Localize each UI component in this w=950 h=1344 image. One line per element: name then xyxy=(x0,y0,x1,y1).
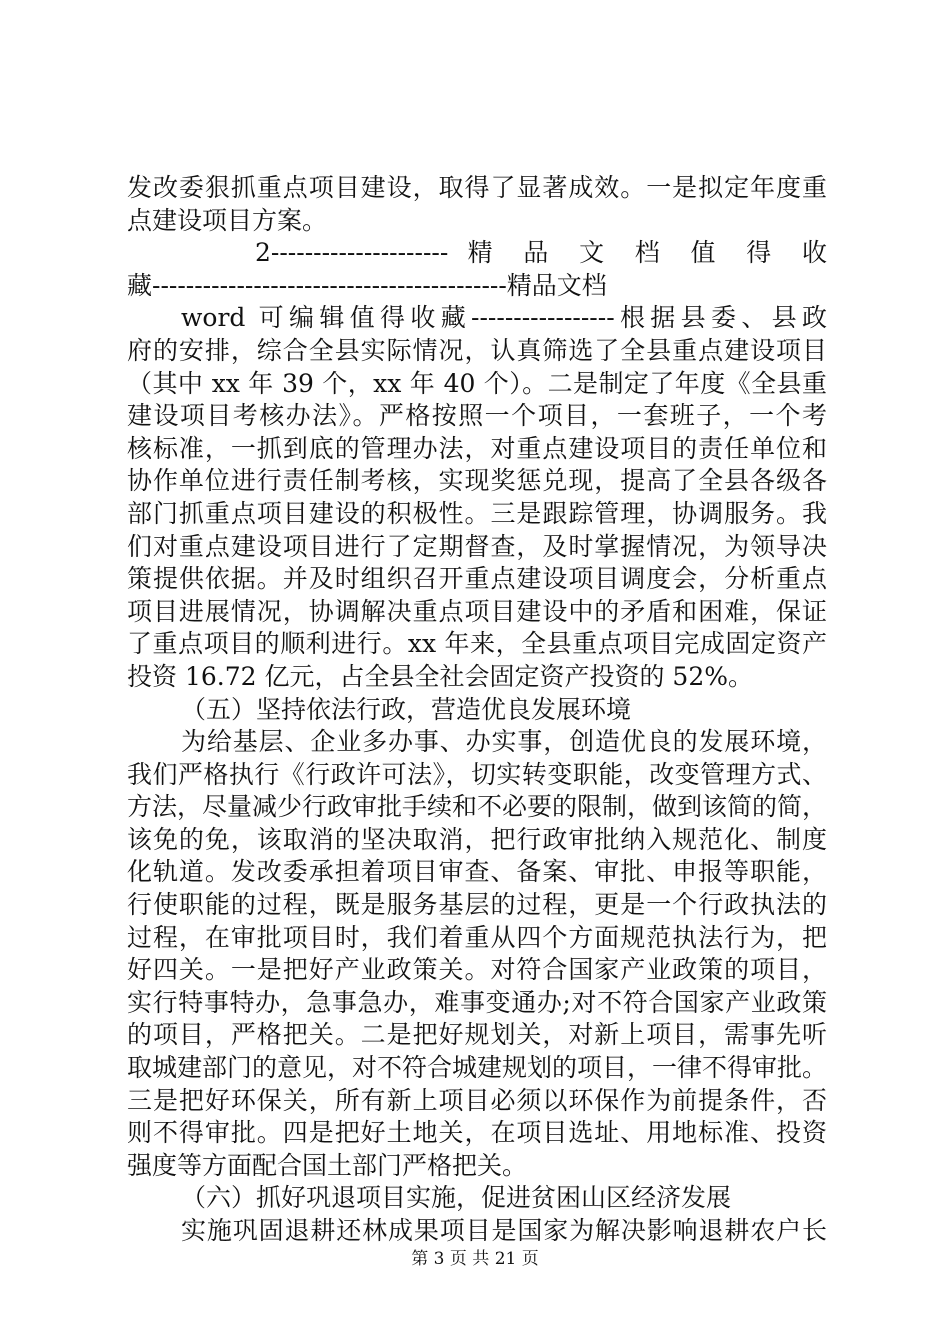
section-heading: （六）抓好巩退项目实施，促进贫困山区经济发展 xyxy=(181,1183,732,1213)
text-line: 部门抓重点项目建设的积极性。三是跟踪管理，协调服务。我 xyxy=(127,498,827,528)
text-line: 的项目，严格把关。二是把好规划关，对新上项目，需事先听 xyxy=(127,1020,827,1050)
text-line: 府的安排，综合全县实际情况，认真筛选了全县重点建设项目 xyxy=(127,335,827,365)
text-line: 该免的免，该取消的坚决取消，把行政审批纳入规范化、制度 xyxy=(127,824,827,854)
text-line: 策提供依据。并及时组织召开重点建设项目调度会，分析重点 xyxy=(127,564,827,594)
text-line: （其中 xx 年 39 个，xx 年 40 个）。二是制定了年度《全县重 xyxy=(127,368,827,398)
text-line: 实行特事特办，急事急办，难事变通办;对不符合国家产业政策 xyxy=(127,987,827,1017)
text-line: 化轨道。发改委承担着项目审查、备案、审批、申报等职能， xyxy=(127,857,827,887)
text-line: 方法，尽量减少行政审批手续和不必要的限制，做到该简的简， xyxy=(127,792,827,822)
text-line: 建设项目考核办法》。严格按照一个项目，一套班子，一个考 xyxy=(127,401,827,431)
text-line: 过程，在审批项目时，我们着重从四个方面规范执法行为，把 xyxy=(127,922,827,952)
text-line: word 可编辑值得收藏-----------------根据县委、县政 xyxy=(181,303,827,333)
text-line: 好四关。一是把好产业政策关。对符合国家产业政策的项目， xyxy=(127,955,827,985)
text-line: 投资 16.72 亿元，占全县全社会固定资产投资的 52%。 xyxy=(127,661,753,691)
text-line: 实施巩固退耕还林成果项目是国家为解决影响退耕农户长 xyxy=(181,1216,827,1245)
text-line: 了重点项目的顺利进行。xx 年来，全县重点项目完成固定资产 xyxy=(127,629,827,659)
text-line: 点建设项目方案。 xyxy=(127,205,328,235)
text-line: 三是把好环保关，所有新上项目必须以环保作为前提条件，否 xyxy=(127,1085,827,1115)
document-body xyxy=(127,172,827,1248)
text-line: 发改委狠抓重点项目建设，取得了显著成效。一是拟定年度重 xyxy=(127,173,827,202)
text-line: 为给基层、企业多办事、办实事，创造优良的发展环境， xyxy=(181,727,827,757)
text-line: 取城建部门的意见，对不符合城建规划的项目，一律不得审批。 xyxy=(127,1053,827,1083)
text-line: 项目进展情况，协调解决重点项目建设中的矛盾和困难，保证 xyxy=(127,596,827,626)
text-line: 们对重点建设项目进行了定期督查，及时掌握情况，为领导决 xyxy=(127,531,827,561)
text-line: 则不得审批。四是把好土地关，在项目选址、用地标准、投资 xyxy=(127,1118,827,1148)
watermark-line: 2--------------------- 精 品 文 档 值 得 收 xyxy=(255,238,827,268)
section-heading: （五）坚持依法行政，营造优良发展环境 xyxy=(181,694,632,724)
text-line: 我们严格执行《行政许可法》，切实转变职能，改变管理方式、 xyxy=(127,759,827,789)
page-footer: 第 3 页 共 21 页 xyxy=(411,1249,539,1269)
watermark-line: 藏------------------------------------------精品文档 xyxy=(127,270,607,300)
text-line: 协作单位进行责任制考核，实现奖惩兑现，提高了全县各级各 xyxy=(127,466,827,496)
text-line: 核标准，一抓到底的管理办法，对重点建设项目的责任单位和 xyxy=(127,433,827,463)
text-line: 强度等方面配合国土部门严格把关。 xyxy=(127,1150,528,1180)
text-line: 行使职能的过程，既是服务基层的过程，更是一个行政执法的 xyxy=(127,890,827,920)
